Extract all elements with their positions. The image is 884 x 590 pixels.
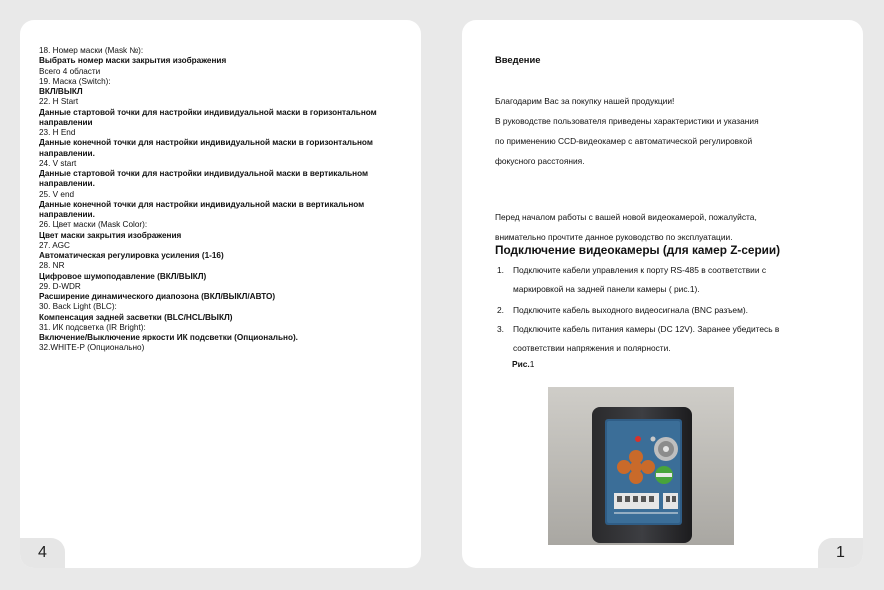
settings-line: 18. Номер маски (Mask №):	[39, 46, 144, 55]
right-page	[462, 20, 863, 568]
step-text-cont: маркировкой на задней панели камеры ( рис.1).	[513, 284, 700, 294]
step-1	[497, 261, 766, 299]
settings-line: ВКЛ/ВЫКЛ	[39, 87, 83, 96]
page-number-right: 1	[818, 538, 863, 568]
settings-line: 23. H End	[39, 128, 76, 137]
settings-line: 19. Маска (Switch):	[39, 76, 111, 86]
before-line: внимательно прочтите данное руководство по эксплуатации.	[495, 232, 733, 242]
settings-line: 29. D-WDR	[39, 281, 81, 291]
settings-line: Компенсация задней засветки (BLC/HCL/ВЫКЛ)	[39, 312, 233, 322]
settings-line: Расширение динамического диапозона (ВКЛ/ВЫКЛ/АВТО)	[39, 292, 276, 301]
settings-line: 27. AGC	[39, 240, 70, 250]
step-2	[497, 301, 748, 320]
settings-line: Данные стартовой точки для настройки индивидуальной маски в вертикальном	[39, 169, 369, 178]
settings-line: 24. V start	[39, 158, 77, 168]
settings-line: 22. H Start	[39, 97, 79, 107]
step-text: Подключите кабель питания камеры (DC 12V). Заранее убедитесь в	[513, 324, 780, 334]
camera-rear-panel-photo	[548, 387, 734, 545]
settings-line: направлении.	[39, 148, 95, 158]
settings-line: направлении	[39, 117, 93, 127]
settings-line: 32.WHITE-P (Опционально)	[39, 343, 145, 353]
settings-line: Автоматическая регулировка усиления (1-16)	[39, 251, 224, 260]
settings-line: Выбрать номер маски закрытия изображения	[39, 56, 227, 66]
figure-label-number: 1	[529, 359, 535, 369]
intro-line: фокусного расстояния.	[495, 156, 585, 166]
figure-label	[512, 359, 534, 369]
settings-list	[39, 46, 419, 354]
step-3	[497, 320, 779, 358]
settings-line: 26. Цвет маски (Mask Color):	[39, 220, 148, 230]
before-work-paragraph	[495, 207, 757, 247]
intro-line: Благодарим Вас за покупку нашей продукции!	[495, 96, 675, 106]
step-number: 3.	[497, 324, 504, 334]
settings-line: Данные конечной точки для настройки индивидуальной маски в горизонтальном	[39, 138, 373, 148]
settings-line: направлении.	[39, 210, 95, 219]
settings-line: Цвет маски закрытия изображения	[39, 230, 182, 240]
settings-line: Всего 4 области	[39, 66, 101, 76]
intro-paragraph	[495, 91, 759, 171]
intro-line: по применению CCD-видеокамер с автоматической регулировкой	[495, 136, 753, 146]
settings-line: Данные конечной точки для настройки индивидуальной маски в вертикальном	[39, 199, 365, 209]
step-number: 2.	[497, 305, 504, 315]
figure-label-prefix: Рис.	[512, 359, 530, 369]
step-text: Подключите кабели управления к порту RS-485 в соответствии с	[513, 265, 767, 275]
settings-line: Данные стартовой точки для настройки индивидуальной маски в горизонтальном	[39, 107, 377, 117]
connection-heading: Подключение видеокамеры (для камер Z-серии)	[495, 243, 781, 257]
page-number-left: 4	[20, 538, 65, 568]
settings-line: 25. V end	[39, 189, 75, 199]
settings-line: 28. NR	[39, 261, 65, 271]
before-line: Перед началом работы с вашей новой видеокамерой, пожалуйста,	[495, 212, 757, 222]
settings-line: направлении.	[39, 179, 95, 189]
step-number: 1.	[497, 265, 504, 275]
settings-line: 30. Back Light (BLC):	[39, 302, 117, 312]
step-text: Подключите кабель выходного видеосигнала (BNC разъем).	[513, 305, 748, 315]
settings-line: Цифровое шумоподавление (ВКЛ/ВЫКЛ)	[39, 271, 207, 281]
intro-line: В руководстве пользователя приведены характеристики и указания	[495, 116, 759, 126]
step-text-cont: соответствии напряжения и полярности.	[513, 343, 671, 353]
intro-heading: Введение	[495, 54, 541, 65]
left-page	[20, 20, 421, 568]
camera-photo-illustration	[548, 387, 734, 545]
settings-line: Включение/Выключение яркости ИК подсветки (Опционально).	[39, 333, 298, 342]
settings-line: 31. ИК подсветка (IR Bright):	[39, 322, 146, 332]
